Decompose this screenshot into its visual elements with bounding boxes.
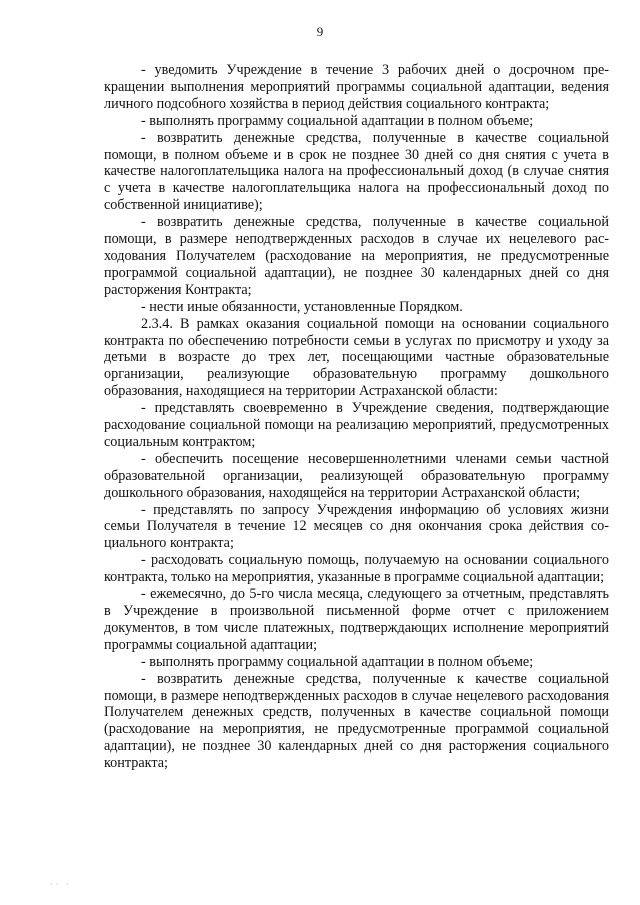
paragraph-spend-on-program: - расходовать социальную помощь, получаемую на основании социального контракта, только на мероприятия, указанные в программе социальной адаптации; xyxy=(104,552,609,586)
paragraph-return-funds-tax-deregistration: - возвратить денежные средства, полученные в качестве социальной помощи, в полном объеме и в срок не позднее 30 дней со дня снятия с учета в качестве налогоплательщика налога на профессиональный доход (в случае снятия с учета в качестве налогоплательщика налога на профессиональный доход по собственной инициативе); xyxy=(104,129,609,214)
scan-artifact: ·· · xyxy=(50,880,72,889)
paragraph-fulfill-program-2: - выполнять программу социальной адаптации в полном объеме; xyxy=(141,653,534,670)
paragraph-section-2-3-4: 2.3.4. В рамках оказания социальной помощи на основании социального контракта по обеспечению потребности семьи в услугах по присмотру и уходу за детьми в возрасте до трех лет, посещающими частные образовательные организации, реализующие образовательную программу дошкольного образования, находящиеся на территории Астраханской области: xyxy=(104,315,609,400)
paragraph-other-obligations: - нести иные обязанности, установленные Порядком. xyxy=(141,298,463,315)
page-number: 9 xyxy=(316,24,324,39)
paragraph-return-funds-contract-termination: - возвратить денежные средства, полученные к качестве социальной помощи, в размере неподтвержденных расходов в случае нецелевого расходования Получателем денежных средств, полученных в качестве социальной помощи (расходование на мероприятия, не предусмотренные программой социальной адаптации), не позднее 30 календарных дней со дня расторжения социального контракта; xyxy=(104,670,609,772)
paragraph-submit-expense-info: - представлять своевременно в Учреждение сведения, подтверждающие расходование социальной помощи на реализацию мероприятий, предусмотренных социальным контрактом; xyxy=(104,400,609,450)
paragraph-fulfill-program: - выполнять программу социальной адаптации в полном объеме; xyxy=(141,112,534,129)
paragraph-ensure-attendance: - обеспечить посещение несовершеннолетними членами семьи частной образовательной организации, реализующей образовательную программу дошкольного образования, находящейся на территории Астраханской области; xyxy=(104,450,609,501)
paragraph-notify-early-termination: - уведомить Учреждение в течение 3 рабочих дней о досрочном прекращении выполнения мероприятий программы социальной адаптации, ведения личного подсобного хозяйства в период действия социального контракта; xyxy=(104,62,609,112)
paragraph-return-funds-misuse: - возвратить денежные средства, полученные в качестве социальной помощи, в размере неподтвержденных расходов в случае их нецелевого расходования Получателем (расходование на мероприятия, не предусмотренные программой социальной адаптации), не позднее 30 календарных дней со дня расторжения Контракта; xyxy=(104,214,609,298)
paragraph-provide-living-info: - представлять по запросу Учреждения информацию об условиях жизни семьи Получателя в течение 12 месяцев со дня окончания срока действия социального контракта; xyxy=(104,501,609,552)
paragraph-monthly-report: - ежемесячно, до 5-го числа месяца, следующего за отчетным, представлять в Учреждение в произвольной письменной форме отчет с приложением документов, в том числе платежных, подтверждающих исполнение мероприятий программы социальной адаптации; xyxy=(104,586,609,653)
document-body xyxy=(104,62,609,772)
